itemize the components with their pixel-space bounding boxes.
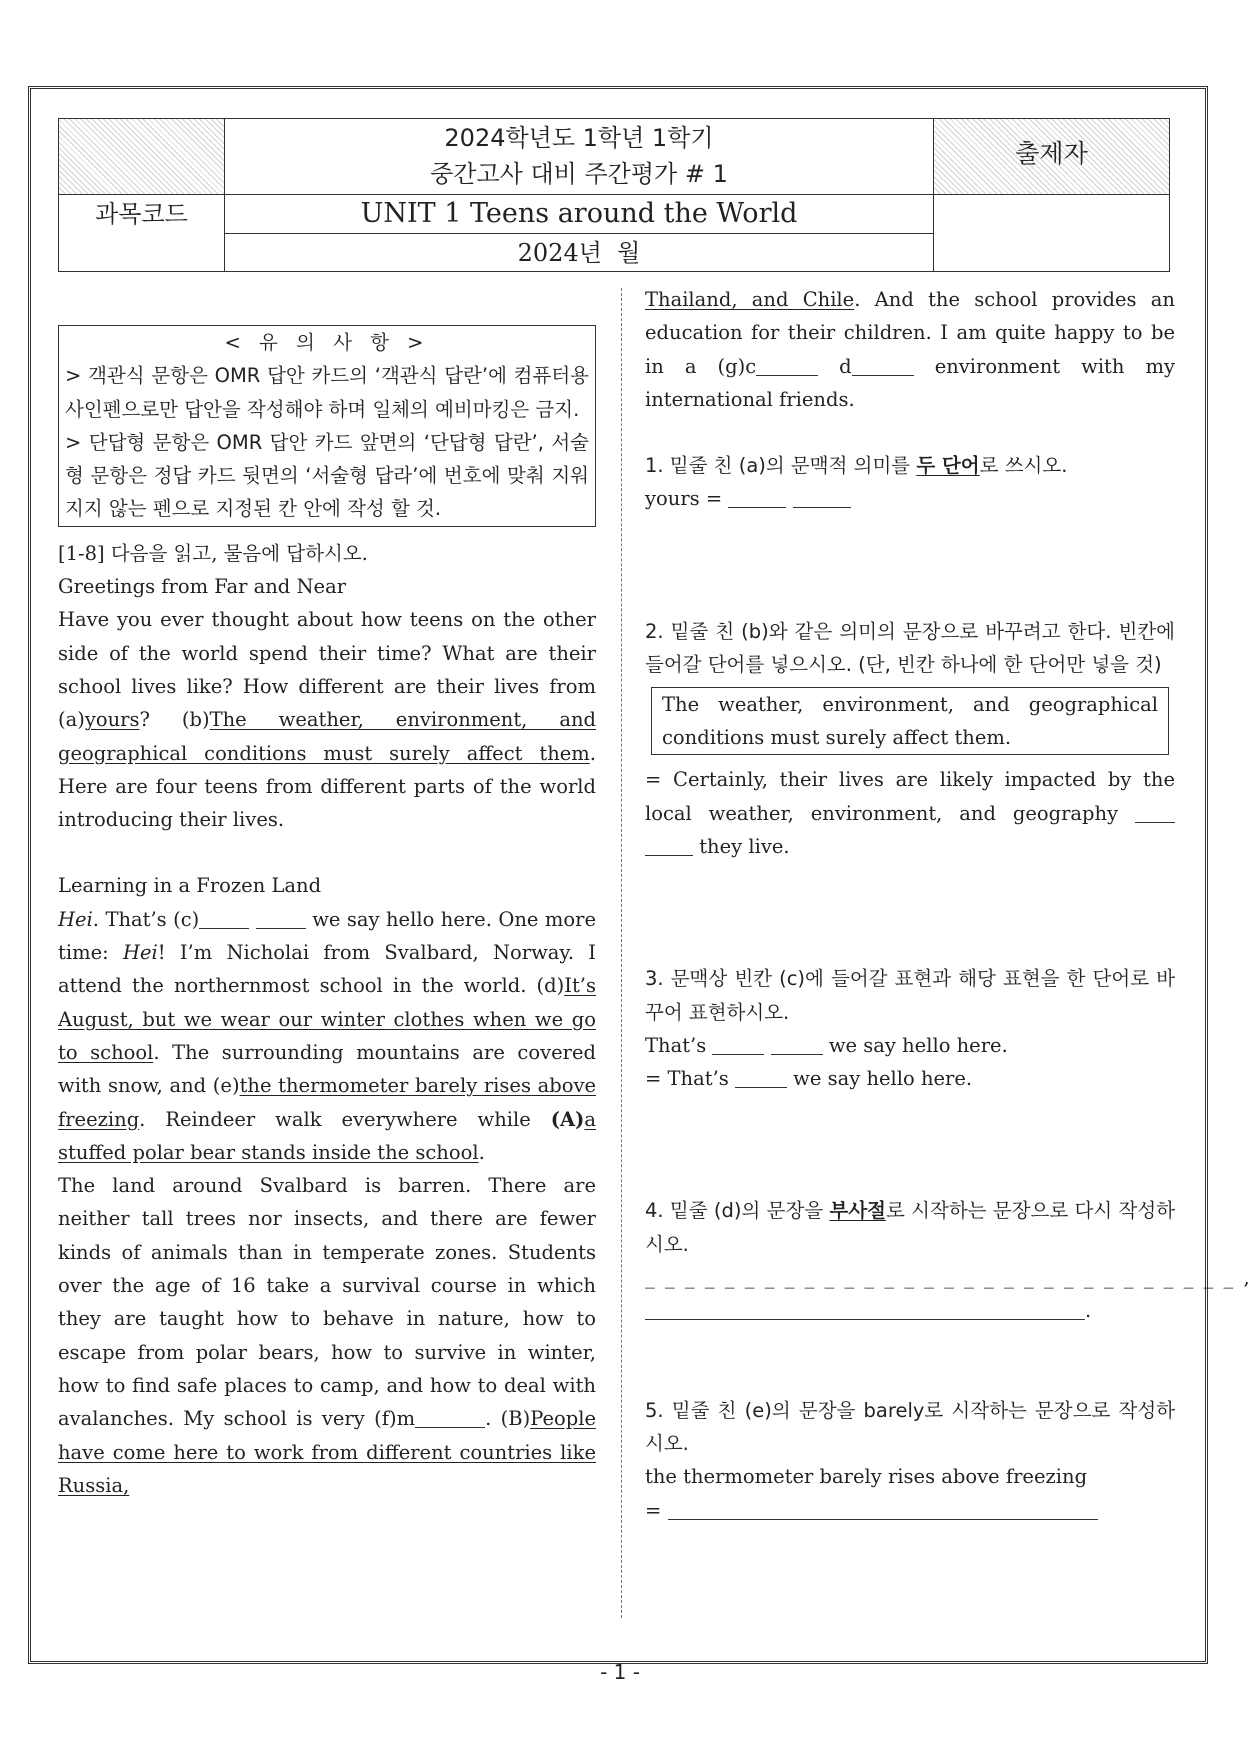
underline-a: yours (84, 708, 140, 732)
exam-title-line2: 중간고사 대비 주간평가 # 1 (430, 160, 728, 188)
answer-blank-1a[interactable] (728, 488, 786, 509)
examiner-sign-cell (933, 194, 1170, 272)
underline-B: People have come here to work from different countries like Russia, (58, 1407, 597, 1497)
unit-title-cell (224, 194, 934, 234)
passage-instruction: [1-8] 다음을 읽고, 물음에 답하시오. (58, 541, 368, 565)
header-title-cell (224, 118, 934, 195)
underline-b: The weather, environment, and geographical conditions must surely affect them (58, 708, 596, 765)
underline-A: a stuffed polar bear stands inside the school (58, 1107, 596, 1164)
question-4-dash-line[interactable]: _ _ _ _ _ _ _ _ _ _ _ _ _ _ _ _ _ _ _ _ _ _ _ _ _ _ _ _ _ _ , (645, 1266, 1252, 1290)
passage-paragraph-3: The land around Svalbard is barren. There are neither tall trees nor insects, and there are fewer kinds of animals than in temperate zones. Students over the age of 16 take a survival course in which they are taught how to behave in nature, how to escape from polar bears, how to survive in winter, how to find safe places to camp, and how to deal with avalanches. My school is very (f)m . (B)People have come here to work from different countries like Russia, (58, 1174, 597, 1497)
question-2-box: The weather, environment, and geographical conditions must surely affect them. (651, 687, 1169, 755)
question-1: 1. 밑줄 친 (a)의 문맥적 의미를 두 단어로 쓰시오. (645, 454, 1068, 478)
examiner-label: 출제자 (1015, 139, 1088, 168)
unit-title: UNIT 1 Teens around the World (360, 198, 798, 229)
notice-line-1: > 객관식 문항은 OMR 답안 카드의 ‘객관식 답란’에 컴퓨터용 사인펜으로만 답안을 작성해야 하며 일체의 예비마킹은 금지. (65, 364, 589, 421)
answer-blank-3b[interactable] (771, 1034, 823, 1055)
question-1-answer: yours = (645, 482, 1175, 515)
question-3: 3. 문맥상 빈칸 (c)에 들어갈 표현과 해당 표현을 한 단어로 바꾸어 표현하시오. (645, 967, 1175, 1024)
notice-title: < 유 의 사 항 > (224, 331, 430, 354)
answer-blank-2b[interactable] (645, 835, 693, 856)
passage-title-1: Greetings from Far and Near (58, 575, 347, 599)
underline-d: It’s August, but we wear our winter clothes when we go to school (58, 974, 596, 1064)
answer-line-4[interactable] (645, 1300, 1085, 1321)
answer-blank-1b[interactable] (793, 488, 851, 509)
exam-title-line1: 2024학년도 1학년 1학기 (444, 124, 714, 152)
header-hatched-cell (58, 118, 225, 195)
question-3-line-2: = That’s we say hello here. (645, 1067, 973, 1091)
answer-blank-3c[interactable] (735, 1068, 787, 1089)
underline-e: the thermometer barely rises above freezing (58, 1074, 597, 1131)
question-3-line-1: That’s we say hello here. (645, 1033, 1008, 1057)
passage-title-2: Learning in a Frozen Land (58, 874, 322, 898)
blank-g2 (852, 355, 914, 376)
exam-header-table (58, 118, 1170, 272)
left-column (58, 325, 596, 1502)
column-divider (621, 288, 622, 1618)
question-5-sentence: the thermometer barely rises above freezing (645, 1465, 1088, 1489)
blank-c1 (199, 908, 249, 929)
question-4: 4. 밑줄 (d)의 문장을 부사절로 시작하는 문장으로 다시 작성하시오. (645, 1199, 1176, 1256)
passage-paragraph-1: Have you ever thought about how teens on the other side of the world spend their time? What are their school lives like? How different are their lives from (a)yours? (b)The weather, environment, and geographical conditions must surely affect them. Here are four teens from different parts of the world introducing their lives. (58, 608, 596, 832)
question-2-answer: = Certainly, their lives are likely impacted by the local weather, environment, and geography they live. (645, 768, 1175, 858)
question-4-answer-line: . (645, 1294, 1175, 1327)
exam-date: 2024년 월 (517, 239, 641, 267)
subject-code-label: 과목코드 (95, 200, 188, 228)
question-2: 2. 밑줄 친 (b)와 같은 의미의 문장으로 바꾸려고 한다. 빈칸에 들어갈 단어를 넣으시오. (단, 빈칸 하나에 한 단어만 넣을 것) (645, 619, 1175, 677)
blank-c2 (256, 908, 306, 929)
blank-f (415, 1408, 485, 1429)
examiner-cell (933, 118, 1170, 195)
passage-continuation: Thailand, and Chile. And the school provides an education for their children. I am quite happy to be in a (g)c d environment with my international friends. (645, 288, 1176, 411)
blank-g1 (756, 355, 818, 376)
answer-blank-3a[interactable] (712, 1034, 764, 1055)
underline-B-cont: Thailand, and Chile (645, 288, 855, 311)
right-column (645, 283, 1252, 1527)
page-number: - 1 - (600, 1660, 640, 1684)
answer-blank-2a[interactable] (1135, 802, 1175, 823)
subject-code-cell (58, 194, 225, 272)
question-5-answer: = (645, 1494, 1175, 1527)
question-5: 5. 밑줄 친 (e)의 문장을 barely로 시작하는 문장으로 작성하시오. (645, 1398, 1175, 1455)
passage-paragraph-2: Hei. That’s (c) we say hello here. One more time: Hei! I’m Nicholai from Svalbard, Norway. I attend the northernmost school in the world. (d)It’s August, but we wear our winter clothes when we go to school. The surrounding mountains are covered with snow, and (e)the thermometer barely rises above freezing. Reindeer walk everywhere while (A)a stuffed polar bear stands inside the school. (58, 907, 597, 1164)
notice-box (58, 325, 596, 527)
date-cell (224, 233, 934, 272)
notice-line-2: > 단답형 문항은 OMR 답안 카드 앞면의 ‘단답형 답란’, 서술형 문항은 정답 카드 뒷면의 ‘서술형 답라’에 번호에 맞춰 지워지지 않는 펜으로 지정된 칸 안에 작성 할 것. (65, 430, 589, 521)
answer-line-5[interactable] (668, 1499, 1098, 1520)
